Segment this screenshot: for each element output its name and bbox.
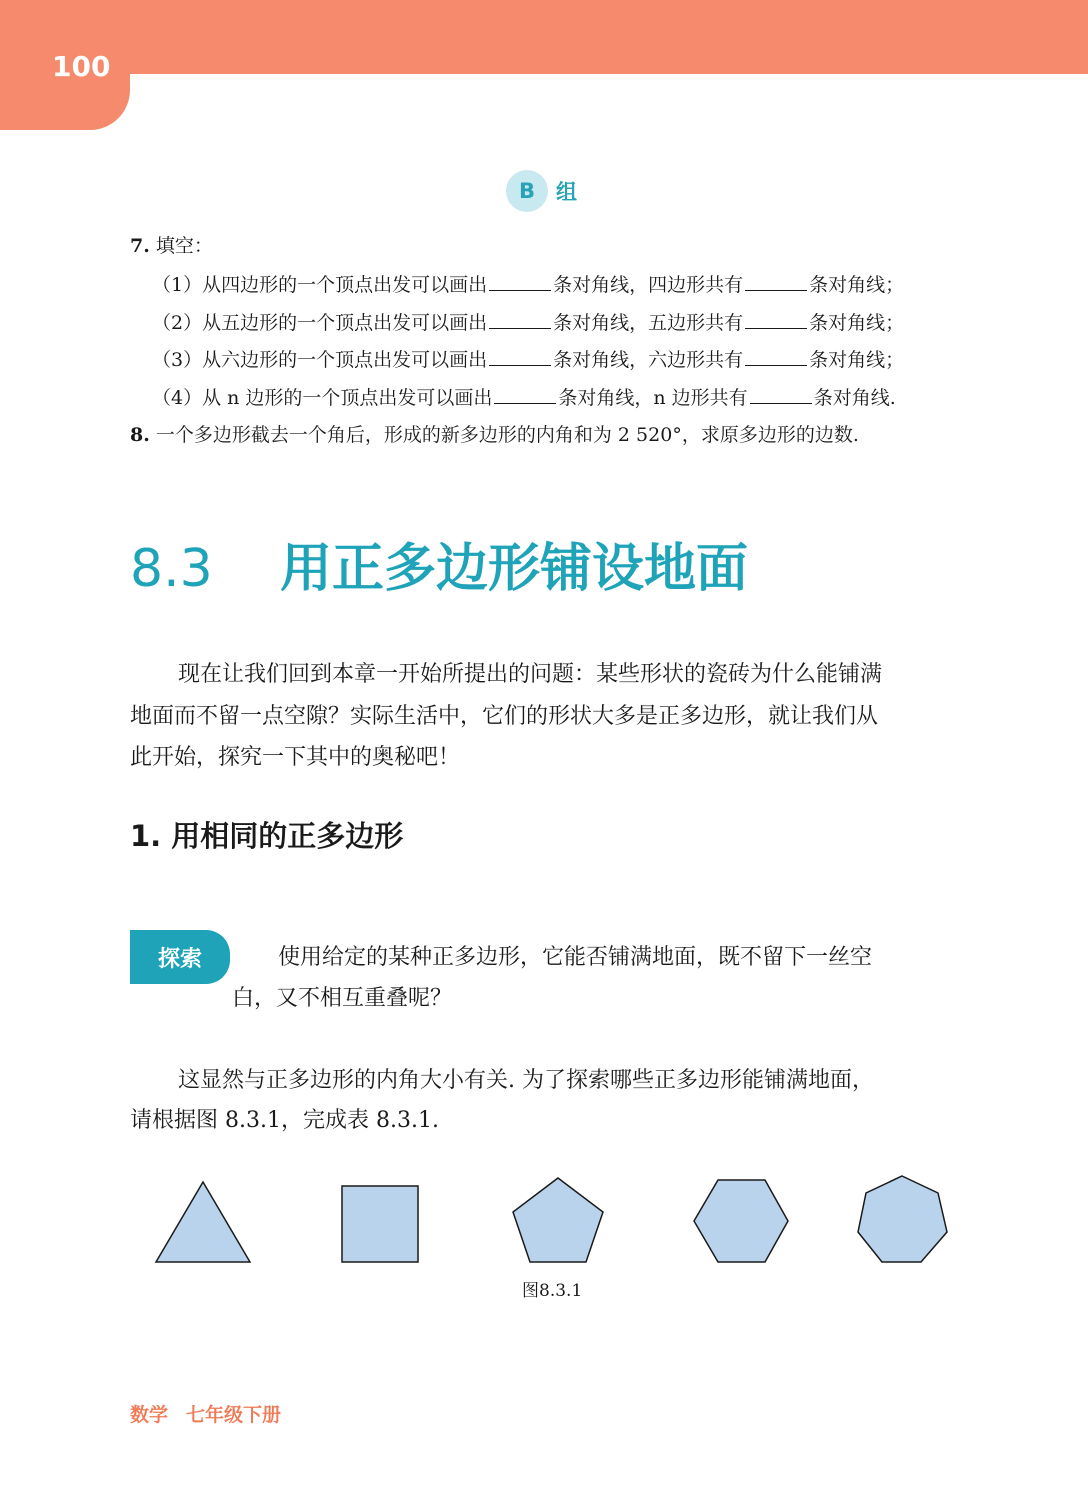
explore-line-1: 使用给定的某种正多边形，它能否铺满地面，既不留下一丝空 — [278, 945, 873, 970]
group-heading — [506, 170, 577, 212]
footer-grade: 七年级下册 — [186, 1404, 282, 1426]
item-suffix: 条对角线； — [809, 312, 905, 334]
pentagon-icon — [513, 1178, 603, 1262]
item-mid: 条对角线，四边形共有 — [553, 274, 744, 296]
exercise-number: 8. — [130, 424, 150, 446]
exercise-7-item-2 — [152, 308, 904, 336]
exercise-7-item-4 — [152, 383, 896, 411]
item-prefix: （2）从五边形的一个顶点出发可以画出 — [152, 312, 488, 334]
heptagon-icon — [858, 1176, 947, 1262]
intro-line-1: 现在让我们回到本章一开始所提出的问题：某些形状的瓷砖为什么能铺满 — [178, 662, 883, 687]
item-prefix: （3）从六边形的一个顶点出发可以画出 — [152, 349, 488, 371]
page-number: 100 — [52, 50, 111, 83]
answer-blank[interactable] — [750, 383, 812, 404]
figure-caption: 图8.3.1 — [522, 1281, 583, 1301]
answer-blank[interactable] — [745, 345, 807, 366]
footer — [130, 1400, 281, 1427]
triangle-icon — [156, 1182, 250, 1262]
exercise-7-item-3 — [152, 345, 904, 373]
hexagon-icon — [694, 1180, 788, 1262]
body-line-1: 这显然与正多边形的内角大小有关. 为了探索哪些正多边形能铺满地面， — [178, 1068, 874, 1093]
answer-blank[interactable] — [489, 308, 551, 329]
answer-blank[interactable] — [745, 308, 807, 329]
intro-line-2: 地面而不留一点空隙？实际生活中，它们的形状大多是正多边形，就让我们从 — [130, 704, 879, 729]
polygon-figure — [150, 1170, 960, 1270]
item-suffix: 条对角线； — [809, 349, 905, 371]
exercise-text: 填空： — [155, 235, 213, 257]
square-icon — [342, 1186, 418, 1262]
answer-blank[interactable] — [489, 345, 551, 366]
answer-blank[interactable] — [494, 383, 556, 404]
body-line-2: 请根据图 8.3.1，完成表 8.3.1. — [130, 1108, 439, 1133]
exercise-8 — [130, 422, 859, 448]
answer-blank[interactable] — [745, 270, 807, 291]
group-label: 组 — [556, 180, 577, 204]
item-mid: 条对角线，六边形共有 — [553, 349, 744, 371]
exercise-text: 一个多边形截去一个角后，形成的新多边形的内角和为 2 520°，求原多边形的边数. — [155, 424, 859, 446]
section-title-text: 用正多边形铺设地面 — [280, 539, 749, 599]
header-band — [0, 0, 1088, 74]
item-mid: 条对角线，五边形共有 — [553, 312, 744, 334]
item-mid: 条对角线，n 边形共有 — [558, 387, 748, 409]
exercise-7-item-1 — [152, 270, 904, 298]
subsection-heading: 1. 用相同的正多边形 — [130, 819, 404, 853]
group-badge: B — [506, 170, 548, 212]
item-prefix: （4）从 n 边形的一个顶点出发可以画出 — [152, 387, 493, 409]
item-suffix: 条对角线； — [809, 274, 905, 296]
item-prefix: （1）从四边形的一个顶点出发可以画出 — [152, 274, 488, 296]
exercise-7-stem — [130, 233, 213, 259]
explore-tag: 探索 — [130, 930, 230, 984]
explore-line-2: 白，又不相互重叠呢？ — [232, 986, 453, 1011]
section-number: 8.3 — [130, 539, 213, 599]
exercise-number: 7. — [130, 235, 150, 257]
intro-line-3: 此开始，探究一下其中的奥秘吧！ — [130, 745, 461, 770]
item-suffix: 条对角线. — [813, 387, 896, 409]
footer-subject: 数学 — [130, 1404, 169, 1426]
answer-blank[interactable] — [489, 270, 551, 291]
section-title — [130, 532, 748, 606]
